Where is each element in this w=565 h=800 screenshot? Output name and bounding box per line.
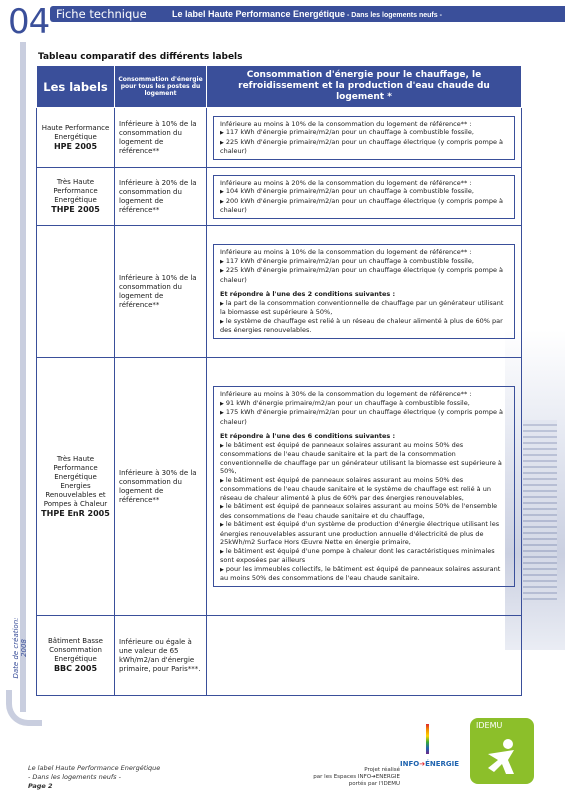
fiche-label: Fiche technique bbox=[56, 7, 147, 21]
detail-cell bbox=[207, 358, 522, 616]
footer-credits bbox=[300, 767, 400, 788]
logo-energie-text: ÉNERGIE bbox=[425, 760, 460, 768]
detail-bullet: ▶ 117 kWh d'énergie primaire/m2/an pour un chauffage à combustible fossile, bbox=[220, 256, 474, 265]
detail-intro: Inférieure au moins à 20% de la consommation du logement de référence** : bbox=[220, 178, 472, 187]
label-name: Bâtiment Basse Consommation Energétique bbox=[47, 637, 103, 663]
header bbox=[0, 0, 565, 46]
header-title-sub: - Dans les logements neufs - bbox=[345, 12, 442, 19]
conso-cell: Inférieure à 20% de la consommation du logement de référence** bbox=[115, 168, 207, 226]
logo-info-text: INFO bbox=[400, 760, 420, 768]
table-row bbox=[37, 168, 522, 226]
sheet-number: 04 bbox=[8, 2, 50, 42]
label-code: BBC 2005 bbox=[53, 664, 98, 673]
label-cell bbox=[37, 616, 115, 696]
decorative-building bbox=[523, 420, 557, 600]
detail-cell bbox=[207, 226, 522, 358]
detail-bullet: ▶ 91 kWh d'énergie primaire/m2/an pour un chauffage à combustible fossile, bbox=[220, 398, 470, 407]
condition-item: ▶ le bâtiment est équipé de panneaux solaires assurant au moins 50% des consommations de l'eau chaude sanitaire et la part de la consommation conventionnelle de chauffage par un générateur utilisant la biomasse est supérieure à 50%, bbox=[220, 440, 502, 476]
header-title bbox=[172, 8, 442, 22]
detail-cell bbox=[207, 616, 522, 696]
label-code: HPE 2005 bbox=[53, 141, 98, 151]
idemu-logo-text: IDEMU bbox=[476, 721, 503, 730]
credit-line: Projet réalisé bbox=[364, 767, 400, 773]
condition-item: ▶ le bâtiment est équipé de panneaux solaires assurant au moins 50% des consommations de l'eau chaude sanitaire et le système de chauffage est relié à un réseau de chaleur alimenté à plus de 60% par des énergies renouvelables, bbox=[220, 475, 491, 502]
label-cell bbox=[37, 226, 115, 358]
creation-date: Date de création: 2008 bbox=[12, 617, 28, 679]
credit-line: par les Espaces INFO➔ENERGIE bbox=[313, 774, 400, 780]
col-header-labels: Les labels bbox=[37, 66, 115, 108]
label-name: Très Haute Performance Energétique bbox=[53, 178, 98, 204]
label-cell bbox=[37, 108, 115, 168]
table-row bbox=[37, 616, 522, 696]
page-number: Page 2 bbox=[28, 782, 53, 790]
detail-cell bbox=[207, 168, 522, 226]
label-name: Très Haute Performance Energétique Energies Renouvelables et Pompes à Chaleur bbox=[43, 454, 108, 508]
condition-item: ▶ le bâtiment est équipé de panneaux solaires assurant au moins 50% de l'ensemble des consommations de l'eau chaude sanitaire et du chauffage, bbox=[220, 502, 498, 520]
condition-item: ▶ le système de chauffage est relié à un réseau de chaleur alimenté à plus de 60% par des énergies renouvelables. bbox=[220, 316, 503, 335]
detail-bullet: ▶ 104 kWh d'énergie primaire/m2/an pour un chauffage à combustible fossile, bbox=[220, 187, 474, 195]
condition-item: ▶ le bâtiment est équipé d'un système de production d'énergie électrique utilisant les énergies renouvelables assurant une production annuelle d'électricité de plus de 25kWh/m2 Surface Hors Œuvre Nette en énergie primaire, bbox=[220, 520, 500, 547]
conditions-title: Et répondre à l'une des 2 conditions suivantes : bbox=[220, 290, 396, 299]
conso-cell: Inférieure à 30% de la consommation du logement de référence** bbox=[115, 358, 207, 616]
detail-bullet: ▶ 117 kWh d'énergie primaire/m2/an pour un chauffage à combustible fossile, bbox=[220, 128, 474, 136]
detail-bullet: ▶ 225 kWh d'énergie primaire/m2/an pour un chauffage électrique (y compris pompe à chaleur) bbox=[220, 266, 503, 284]
detail-bullet: ▶ 175 kWh d'énergie primaire/m2/an pour un chauffage électrique (y compris pompe à chaleur) bbox=[220, 408, 503, 426]
footer-title: Le label Haute Performance Energétique bbox=[28, 764, 161, 772]
condition-item: ▶ pour les immeubles collectifs, le bâtiment est équipé de panneaux solaires assurant au moins 50% des consommations de l'eau chaude sanitaire. bbox=[220, 564, 501, 583]
condition-item: ▶ la part de la consommation conventionnelle de chauffage par un générateur utilisant la biomasse est supérieure à 50%, bbox=[220, 298, 504, 317]
label-cell bbox=[37, 358, 115, 616]
figure-icon bbox=[484, 736, 522, 776]
table-title: Tableau comparatif des différents labels bbox=[38, 52, 243, 62]
label-code: THPE 2005 bbox=[51, 205, 100, 214]
label-code: THPE EnR 2005 bbox=[41, 508, 110, 518]
label-name: Haute Performance Energétique bbox=[41, 123, 110, 141]
label-cell bbox=[37, 168, 115, 226]
footer-left bbox=[28, 764, 160, 791]
col-header-conso-chauffage: Consommation d'énergie pour le chauffage, le refroidissement et la production d'eau chaude du logement * bbox=[207, 66, 522, 108]
detail-bullet: ▶ 225 kWh d'énergie primaire/m2/an pour un chauffage électrique (y compris pompe à chaleur) bbox=[220, 137, 503, 155]
conso-cell: Inférieure ou égale à une valeur de 65 kWh/m2/an d'énergie primaire, pour Paris***. bbox=[115, 616, 207, 696]
table-row bbox=[37, 108, 522, 168]
condition-item: ▶ le bâtiment est équipé d'une pompe à chaleur dont les caractéristiques minimales sont exposées par ailleurs bbox=[220, 546, 495, 565]
conso-cell: Inférieure à 10% de la consommation du logement de référence** bbox=[115, 226, 207, 358]
detail-cell bbox=[207, 108, 522, 168]
credit-line: portés par l'IDEMU bbox=[348, 781, 400, 787]
footer-subtitle: - Dans les logements neufs - bbox=[28, 773, 121, 781]
detail-intro: Inférieure au moins à 10% de la consommation du logement de référence** : bbox=[220, 119, 472, 128]
detail-intro: Inférieure au moins à 30% de la consommation du logement de référence** : bbox=[220, 390, 472, 399]
info-energie-logo: INFO➔ÉNERGIE bbox=[400, 722, 460, 782]
table-row bbox=[37, 226, 522, 358]
header-title-main: Le label Haute Performance Energétique bbox=[172, 9, 346, 19]
idemu-logo bbox=[470, 718, 534, 784]
labels-table bbox=[36, 65, 522, 696]
col-header-conso-postes: Consommation d'énergie pour tous les postes du logement bbox=[115, 66, 207, 108]
detail-bullet: ▶ 200 kWh d'énergie primaire/m2/an pour un chauffage électrique (y compris pompe à chaleur) bbox=[220, 196, 503, 214]
conso-cell: Inférieure à 10% de la consommation du logement de référence** bbox=[115, 108, 207, 168]
table-row bbox=[37, 358, 522, 616]
conditions-title: Et répondre à l'une des 6 conditions suivantes : bbox=[220, 432, 396, 441]
detail-intro: Inférieure au moins à 10% de la consommation du logement de référence** : bbox=[220, 248, 472, 257]
